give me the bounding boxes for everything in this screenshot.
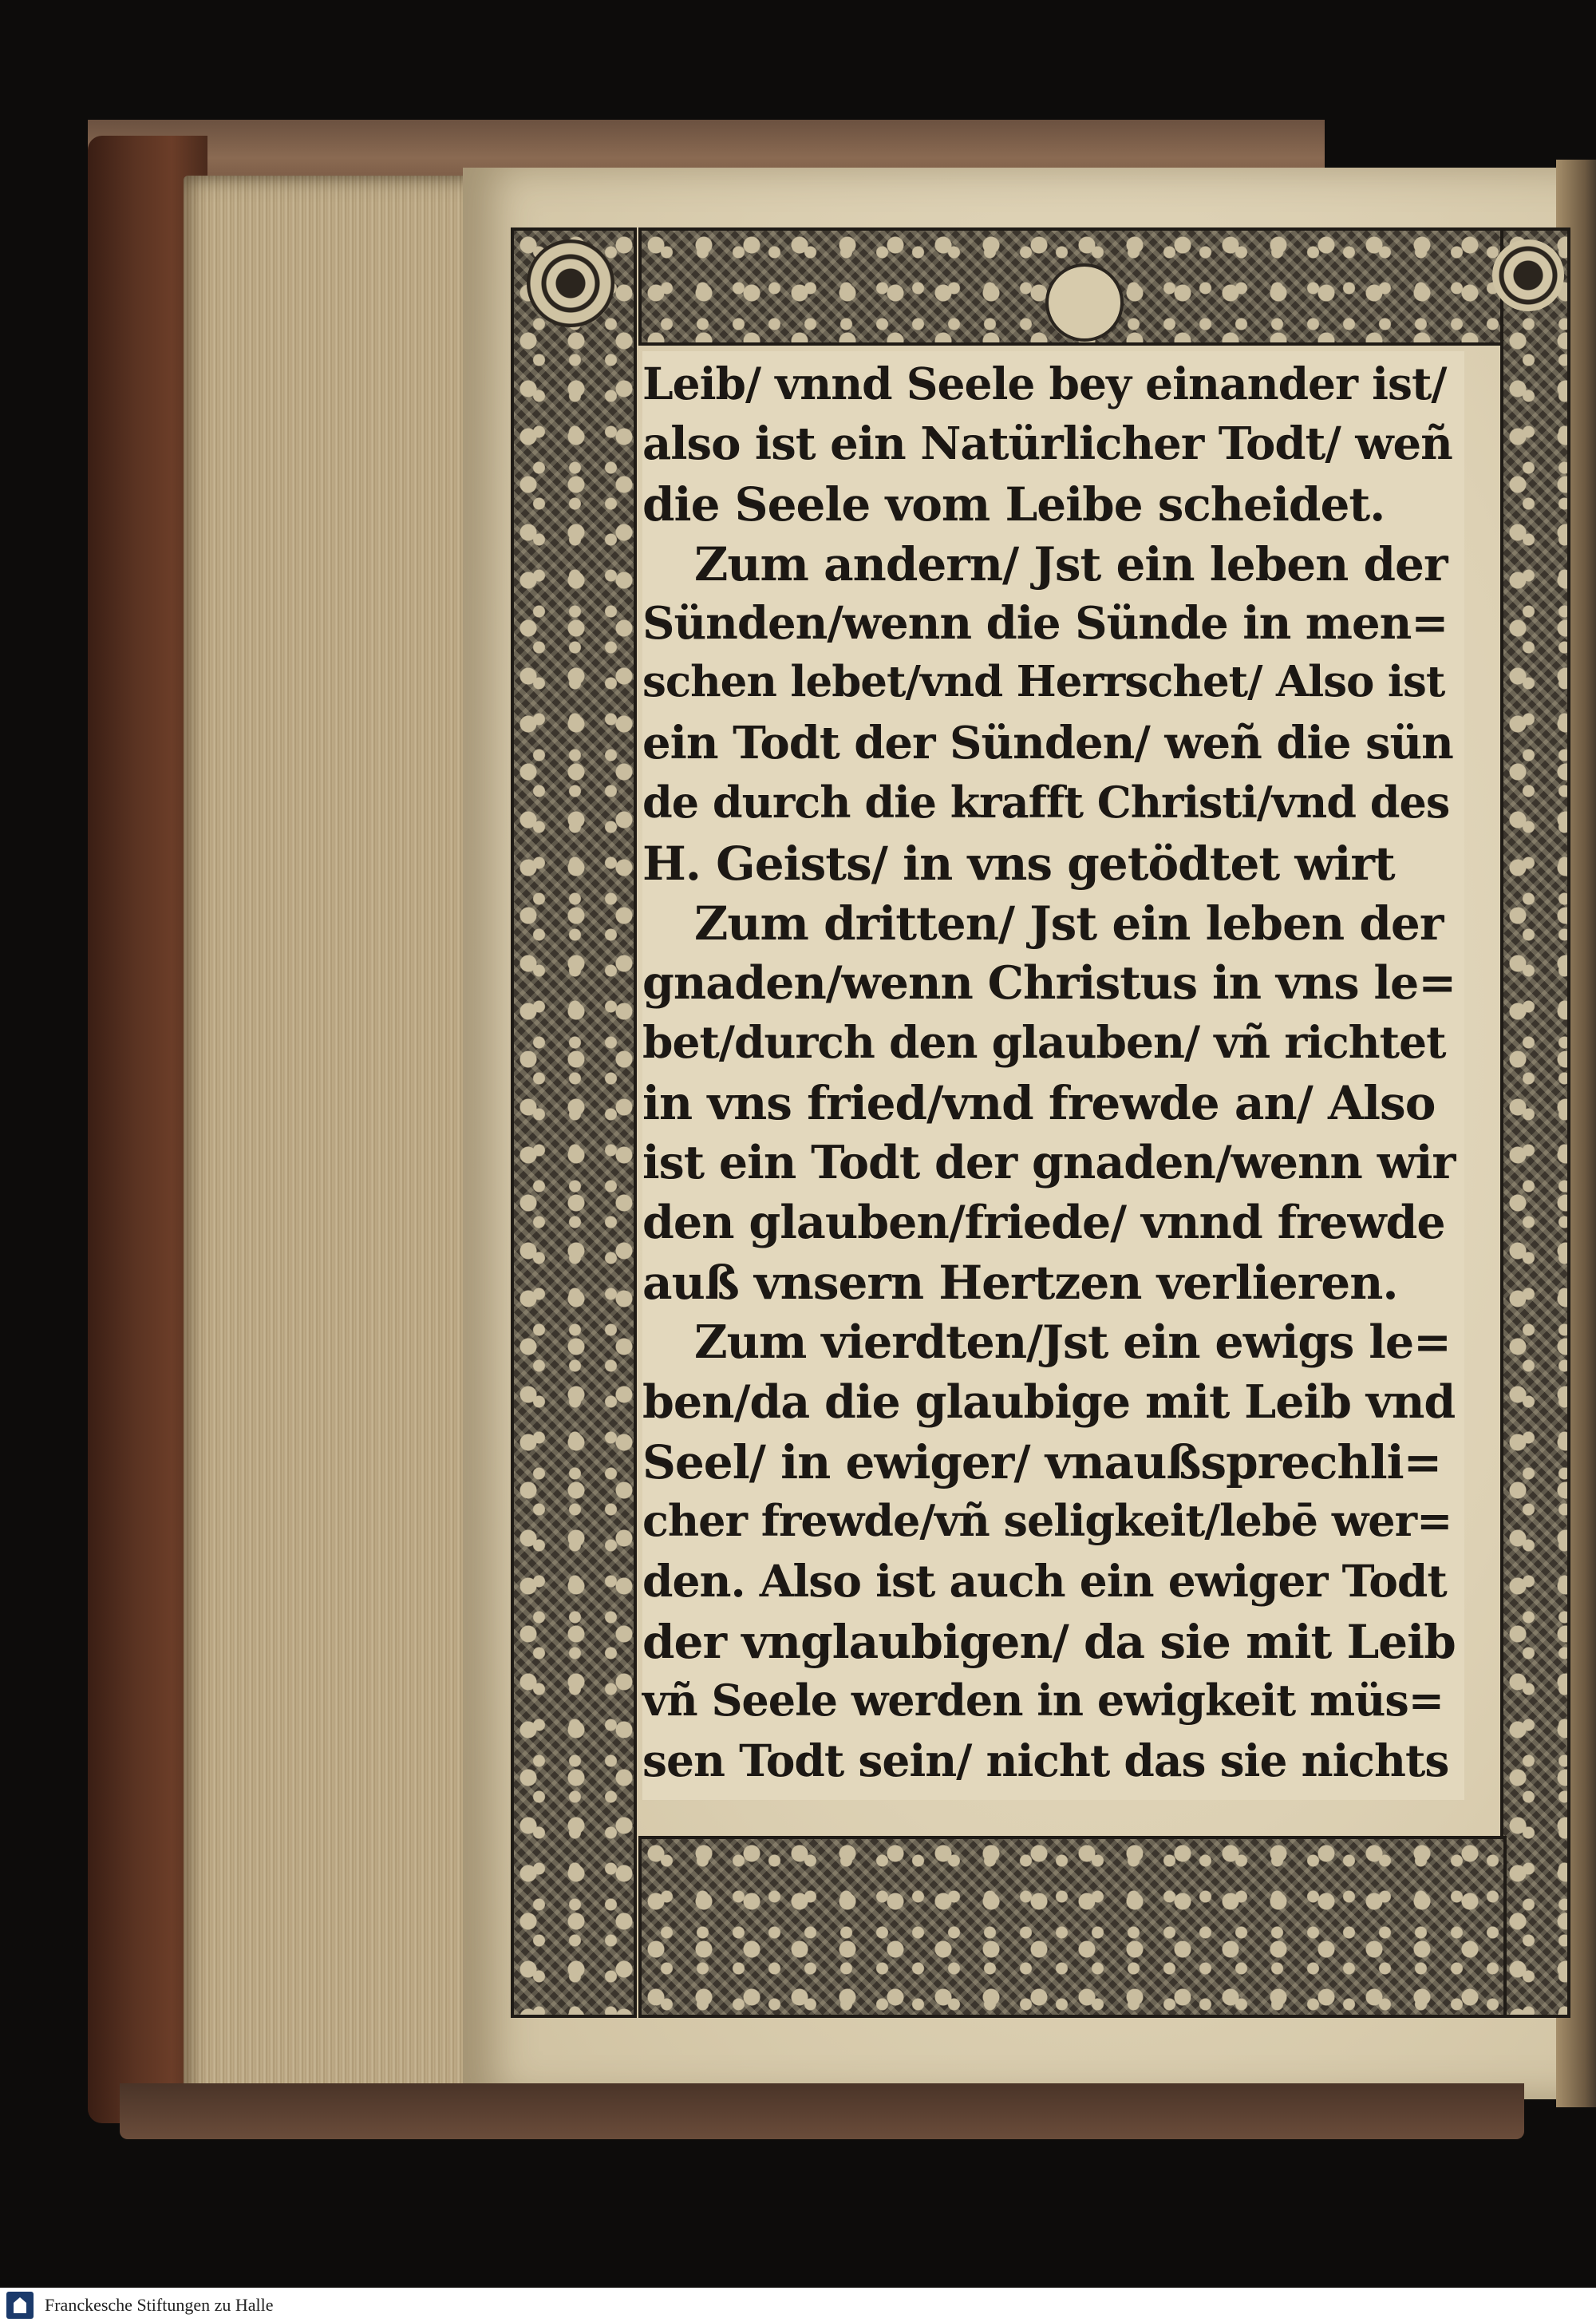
text-line: vñ Seele werden in ewigkeit müs= bbox=[642, 1675, 1444, 1726]
text-block bbox=[642, 351, 1464, 1800]
text-line: ist ein Todt der gnaden/wenn wir bbox=[642, 1136, 1456, 1189]
text-line: Seel/ in ewiger/ vnaußsprechli= bbox=[642, 1435, 1442, 1489]
text-line: sen Todt sein/ nicht das sie nichts bbox=[642, 1735, 1449, 1786]
text-line: der vnglaubigen/ da sie mit Leib bbox=[642, 1615, 1456, 1669]
footer-bar bbox=[0, 2288, 1596, 2322]
text-line: bet/durch den glauben/ vñ richtet bbox=[642, 1016, 1446, 1068]
cherub-head-ornament-icon bbox=[1045, 263, 1124, 342]
text-line: auß vnsern Hertzen verlieren. bbox=[642, 1256, 1398, 1310]
text-line: den glauben/friede/ vnnd frewde bbox=[642, 1196, 1445, 1249]
text-line: schen lebet/vnd Herrschet/ Also ist bbox=[642, 657, 1445, 706]
text-line: Sünden/wenn die Sünde in men= bbox=[642, 597, 1448, 650]
text-line: gnaden/wenn Christus in vns le= bbox=[642, 956, 1456, 1010]
text-line: die Seele vom Leibe scheidet. bbox=[642, 477, 1385, 532]
woodcut-border-left bbox=[511, 227, 637, 2018]
woodcut-border-right bbox=[1500, 227, 1570, 2018]
woodcut-border-bottom bbox=[638, 1836, 1507, 2018]
text-line: also ist ein Natürlicher Todt/ weñ bbox=[642, 417, 1452, 470]
text-line: ben/da die glaubige mit Leib vnd bbox=[642, 1375, 1456, 1429]
text-line: de durch die krafft Christi/vnd des bbox=[642, 777, 1450, 828]
rosette-ornament-icon bbox=[1492, 239, 1564, 311]
text-line: Zum andern/ Jst ein leben der bbox=[694, 537, 1448, 591]
text-line: ein Todt der Sünden/ weñ die sün bbox=[642, 717, 1453, 769]
institution-logo-icon bbox=[6, 2292, 34, 2319]
text-line: Zum dritten/ Jst ein leben der bbox=[694, 896, 1444, 951]
footer-credit: Franckesche Stiftungen zu Halle bbox=[45, 2295, 274, 2315]
book-cover-bottom bbox=[120, 2083, 1524, 2139]
text-line: in vns fried/vnd frewde an/ Also bbox=[642, 1076, 1436, 1130]
text-line: cher frewde/vñ seligkeit/lebē wer= bbox=[642, 1495, 1452, 1546]
text-line: Leib/ vnnd Seele bey einander ist/ bbox=[642, 358, 1447, 409]
rosette-ornament-icon bbox=[527, 239, 614, 327]
text-line: Zum vierdten/Jst ein ewigs le= bbox=[694, 1315, 1451, 1369]
text-line: H. Geists/ in vns getödtet wirt bbox=[642, 837, 1395, 891]
text-line: den. Also ist auch ein ewiger Todt bbox=[642, 1555, 1447, 1607]
